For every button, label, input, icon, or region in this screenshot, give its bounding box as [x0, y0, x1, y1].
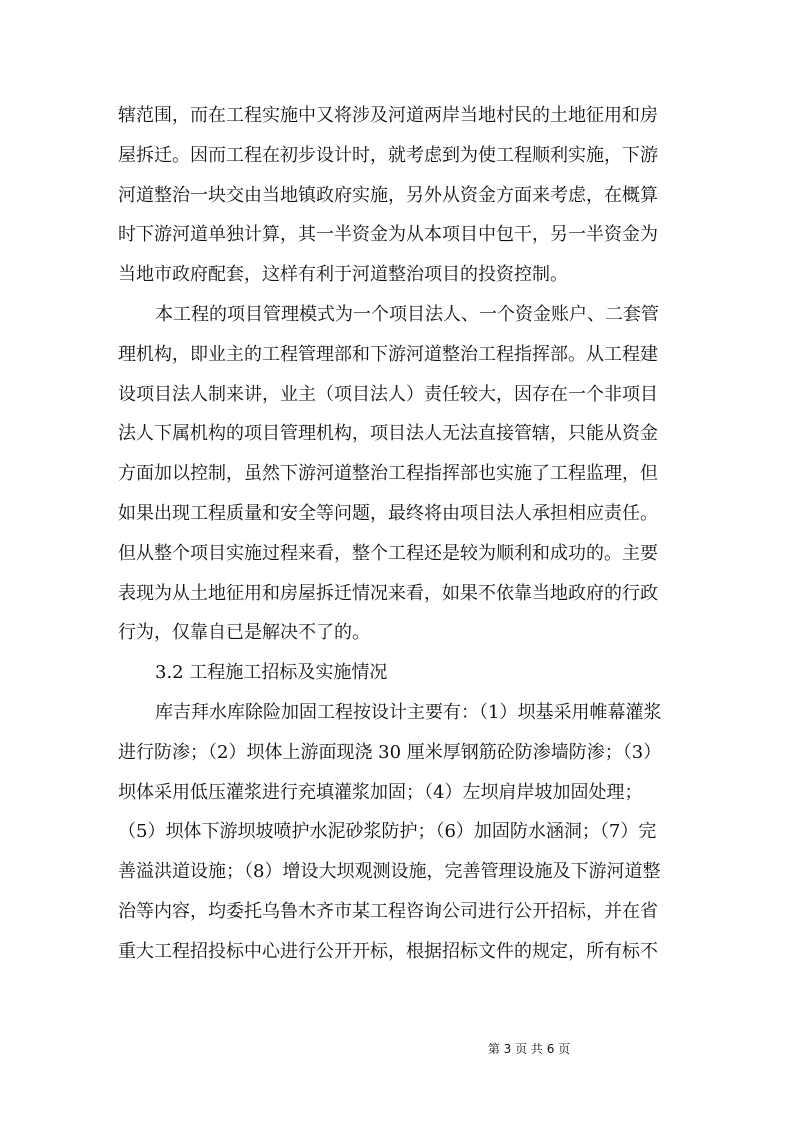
text-line: 重大工程招投标中心进行公开开标，根据招标文件的规定，所有标不 — [118, 940, 658, 962]
text-line: 坝体采用低压灌浆进行充填灌浆加固；（4）左坝肩岸坡加固处理； — [118, 781, 643, 803]
text-line: 如果出现工程质量和安全等问题，最终将由项目法人承担相应责任。 — [118, 502, 658, 524]
text-line: 法人下属机构的项目管理机构，项目法人无法直接管辖，只能从资金 — [118, 423, 658, 445]
text-line: 行为，仅靠自已是解决不了的。 — [118, 622, 370, 644]
text-line: 设项目法人制来讲，业主（项目法人）责任较大，因存在一个非项目 — [118, 383, 658, 405]
document-body — [118, 96, 678, 972]
page-number: 第 3 页 共 6 页 — [487, 1042, 571, 1056]
text-line: 方面加以控制，虽然下游河道整治工程指挥部也实施了工程监理，但 — [118, 463, 658, 485]
text-line: 治等内容，均委托乌鲁木齐市某工程咨询公司进行公开招标，并在省 — [118, 900, 658, 922]
text-line: 理机构，即业主的工程管理部和下游河道整治工程指挥部。从工程建 — [118, 343, 658, 365]
paragraph-first-line: 本工程的项目管理模式为一个项目法人、一个资金账户、二套管 — [155, 303, 659, 325]
text-line: 但从整个项目实施过程来看，整个工程还是较为顺利和成功的。主要 — [118, 542, 658, 564]
text-line: 河道整治一块交由当地镇政府实施，另外从资金方面来考虑，在概算 — [118, 184, 658, 206]
text-line: （5）坝体下游坝坡喷护水泥砂浆防护；（6）加固防水涵洞；（7）完 — [118, 821, 657, 843]
section-heading: 3.2 工程施工招标及实施情况 — [155, 662, 388, 684]
text-line: 表现为从土地征用和房屋拆迁情况来看，如果不依靠当地政府的行政 — [118, 582, 658, 604]
text-line: 善溢洪道设施；（8）增设大坝观测设施，完善管理设施及下游河道整 — [118, 861, 661, 883]
text-line: 辖范围，而在工程实施中又将涉及河道两岸当地村民的土地征用和房 — [118, 105, 658, 126]
text-line: 当地市政府配套，这样有利于河道整治项目的投资控制。 — [118, 264, 568, 286]
page-footer — [0, 1040, 794, 1057]
text-line: 时下游河道单独计算，其一半资金为从本项目中包干，另一半资金为 — [118, 224, 658, 246]
paragraph-first-line: 库吉拜水库除险加固工程按设计主要有：（1）坝基采用帷幕灌浆 — [155, 701, 662, 723]
text-line: 屋拆迁。因而工程在初步设计时，就考虑到为使工程顺利实施，下游 — [118, 144, 658, 166]
text-line: 进行防渗；（2）坝体上游面现浇 30 厘米厚钢筋砼防渗墙防渗；（3） — [118, 741, 662, 763]
